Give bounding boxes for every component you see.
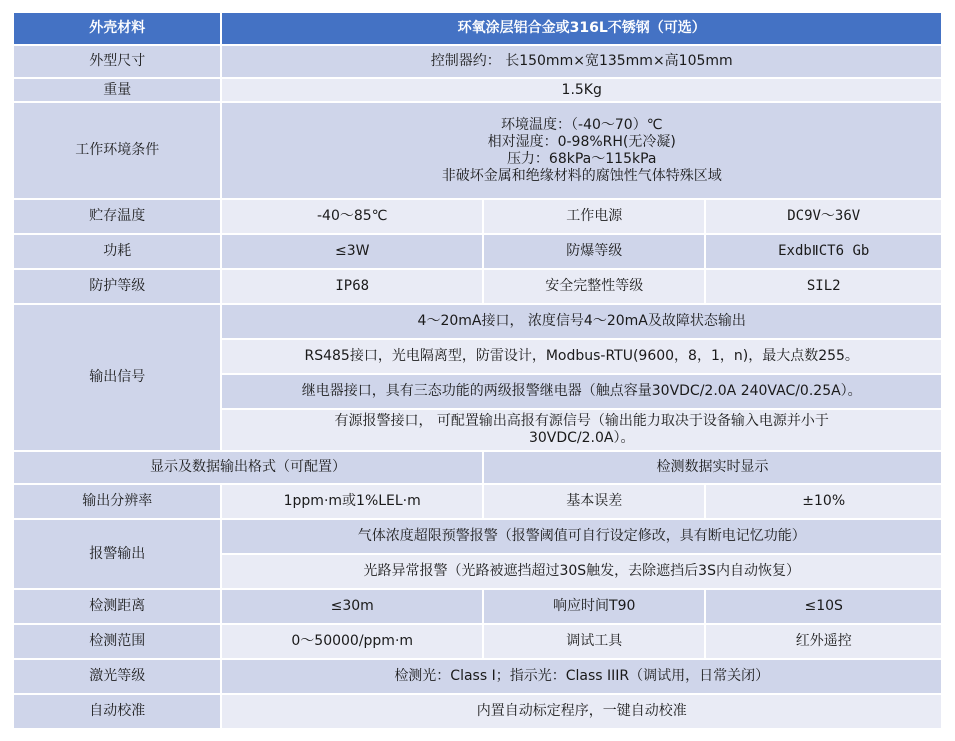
environment-label: 工作环境条件	[14, 103, 220, 198]
spec-table-container	[12, 11, 943, 730]
error-label: 基本误差	[484, 485, 704, 518]
weight-label: 重量	[14, 79, 220, 101]
protection-label: 防护等级	[14, 270, 220, 303]
output-rs485: RS485接口，光电隔离型，防雷设计，Modbus-RTU(9600，8，1，n)，最大点数255。	[222, 340, 941, 373]
table-row-alarm-1	[14, 520, 941, 553]
display-format: 显示及数据输出格式（可配置）	[14, 452, 482, 483]
response-label: 响应时间T90	[484, 590, 704, 623]
table-row-power	[14, 235, 941, 268]
table-row-calibration	[14, 695, 941, 728]
table-row-distance	[14, 590, 941, 623]
table-row-protection	[14, 270, 941, 303]
laser-value: 检测光：Class I；指示光：Class IIIR（调试用，日常关闭）	[222, 660, 941, 693]
output-label: 输出信号	[14, 305, 220, 450]
output-active-alarm-line1: 有源报警接口， 可配置输出高报有源信号（输出能力取决于设备输入电源并小于	[334, 413, 829, 429]
output-active-alarm	[222, 410, 941, 450]
sil-value: SIL2	[706, 270, 941, 303]
table-row-resolution	[14, 485, 941, 518]
explosion-label: 防爆等级	[484, 235, 704, 268]
output-analog: 4～20mA接口， 浓度信号4～20mA及故障状态输出	[222, 305, 941, 338]
supply-value: DC9V～36V	[706, 200, 941, 233]
error-value: ±10%	[706, 485, 941, 518]
laser-label: 激光等级	[14, 660, 220, 693]
alarm-label: 报警输出	[14, 520, 220, 588]
range-value: 0～50000/ppm·m	[222, 625, 482, 658]
resolution-label: 输出分辨率	[14, 485, 220, 518]
protection-value: IP68	[222, 270, 482, 303]
table-row-housing	[14, 13, 941, 44]
table-row-weight	[14, 79, 941, 101]
calibration-value: 内置自动标定程序，一键自动校准	[222, 695, 941, 728]
table-row-dimensions	[14, 46, 941, 77]
distance-label: 检测距离	[14, 590, 220, 623]
table-row-range	[14, 625, 941, 658]
supply-label: 工作电源	[484, 200, 704, 233]
alarm-concentration: 气体浓度超限预警报警（报警阈值可自行设定修改，具有断电记忆功能）	[222, 520, 941, 553]
range-label: 检测范围	[14, 625, 220, 658]
env-area: 非破坏金属和绝缘材料的腐蚀性气体特殊区域	[441, 167, 722, 184]
dimensions-value: 控制器约： 长150mm×宽135mm×高105mm	[222, 46, 941, 77]
table-row-laser	[14, 660, 941, 693]
table-row-output-1	[14, 305, 941, 338]
table-row-storage	[14, 200, 941, 233]
weight-value: 1.5Kg	[222, 79, 941, 101]
env-temperature: 环境温度：（-40～70）℃	[501, 116, 663, 133]
dimensions-label: 外型尺寸	[14, 46, 220, 77]
env-pressure: 压力：68kPa～115kPa	[506, 150, 657, 167]
tool-label: 调试工具	[484, 625, 704, 658]
storage-label: 贮存温度	[14, 200, 220, 233]
power-label: 功耗	[14, 235, 220, 268]
table-row-display	[14, 452, 941, 483]
spec-table	[12, 11, 943, 730]
tool-value: 红外遥控	[706, 625, 941, 658]
explosion-value: ExdbⅡCT6 Gb	[706, 235, 941, 268]
sil-label: 安全完整性等级	[484, 270, 704, 303]
response-value: ≤10S	[706, 590, 941, 623]
power-value: ≤3W	[222, 235, 482, 268]
table-row-environment	[14, 103, 941, 198]
output-relay: 继电器接口，具有三态功能的两级报警继电器（触点容量30VDC/2.0A 240VAC/0.25A）。	[222, 375, 941, 408]
housing-label: 外壳材料	[14, 13, 220, 44]
distance-value: ≤30m	[222, 590, 482, 623]
calibration-label: 自动校准	[14, 695, 220, 728]
output-active-alarm-line2: 30VDC/2.0A）。	[528, 430, 635, 446]
environment-value	[222, 103, 941, 198]
env-humidity: 相对湿度：0-98%RH(无冷凝)	[487, 133, 676, 150]
display-realtime: 检测数据实时显示	[484, 452, 941, 483]
housing-value: 环氧涂层铝合金或316L不锈钢（可选）	[222, 13, 941, 44]
resolution-value: 1ppm·m或1%LEL·m	[222, 485, 482, 518]
storage-value: -40～85℃	[222, 200, 482, 233]
alarm-optical-path: 光路异常报警（光路被遮挡超过30S触发，去除遮挡后3S内自动恢复）	[222, 555, 941, 588]
